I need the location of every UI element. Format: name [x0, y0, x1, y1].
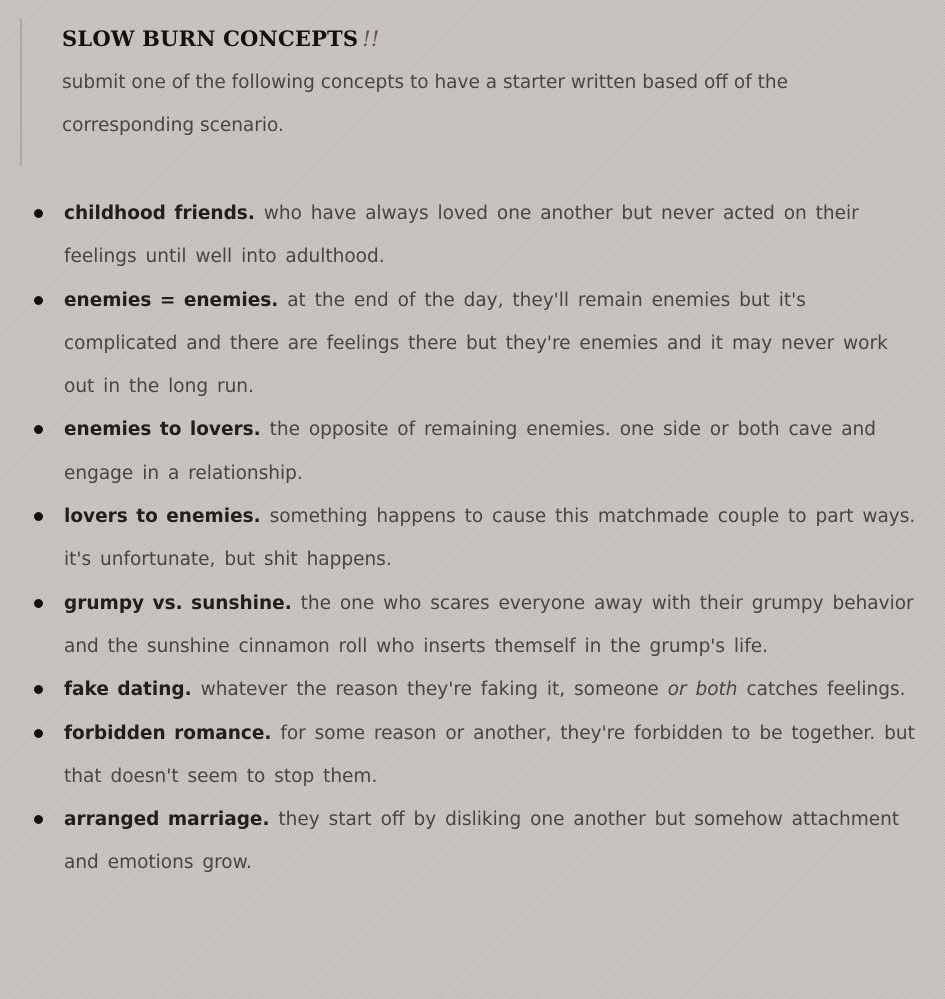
bullet-icon — [34, 815, 43, 824]
concept-lovers-to-enemies — [26, 495, 921, 582]
concept-term: fake dating. — [64, 679, 192, 701]
bullet-icon — [34, 296, 43, 305]
concept-description-end: catches feelings. — [746, 679, 906, 701]
title-text: SLOW BURN CONCEPTS — [62, 26, 359, 51]
concept-list — [26, 192, 921, 885]
concept-fake-dating — [26, 668, 921, 711]
concept-description: something happens to cause this matchmade couple to part ways. it's unfortunate, but shit happens. — [64, 506, 916, 571]
concept-arranged-marriage — [26, 798, 921, 885]
concept-term: enemies to lovers. — [64, 419, 261, 441]
concept-enemies-enemies — [26, 279, 921, 409]
concept-description: at the end of the day, they'll remain enemies but it's complicated and there are feelings there but they're enemies and it may never work out in the long run. — [64, 289, 888, 398]
concept-term: lovers to enemies. — [64, 506, 261, 528]
concept-term: enemies = enemies. — [64, 289, 279, 311]
bullet-icon — [34, 512, 43, 521]
concept-enemies-to-lovers — [26, 408, 921, 495]
concept-term: childhood friends. — [64, 203, 255, 224]
concept-grumpy-vs-sunshine — [26, 582, 921, 669]
concept-description: whatever the reason they're faking it, someone — [200, 679, 659, 701]
page-title — [62, 26, 920, 51]
concept-term: forbidden romance. — [64, 722, 272, 744]
concept-description: for some reason or another, they're forbidden to be together. but that doesn't seem to stop them. — [64, 722, 915, 787]
concept-description: the one who scares everyone away with their grumpy behavior and the sunshine cinnamon roll who inserts themself in the grump's life. — [64, 592, 914, 657]
concept-forbidden-romance — [26, 712, 921, 799]
bullet-icon — [34, 599, 43, 608]
concept-description-emphasis: or both — [667, 679, 738, 701]
bullet-icon — [34, 685, 43, 694]
bullet-icon — [34, 729, 43, 738]
concept-description: they start off by disliking one another but somehow attachment and emotions grow. — [64, 809, 900, 874]
concept-description: who have always loved one another but never acted on their feelings until well into adulthood. — [64, 203, 859, 268]
concept-childhood-friends — [26, 192, 921, 279]
title-accent: !! — [362, 27, 380, 51]
intro-text: submit one of the following concepts to have a starter written based off of the corresponding scenario. — [62, 72, 789, 136]
concept-description: the opposite of remaining enemies. one side or both cave and engage in a relationship. — [64, 419, 877, 484]
bullet-icon — [34, 209, 43, 218]
concept-term: grumpy vs. sunshine. — [64, 592, 292, 614]
concept-term: arranged marriage. — [64, 809, 270, 831]
bullet-icon — [34, 425, 43, 434]
header-block — [20, 18, 920, 166]
